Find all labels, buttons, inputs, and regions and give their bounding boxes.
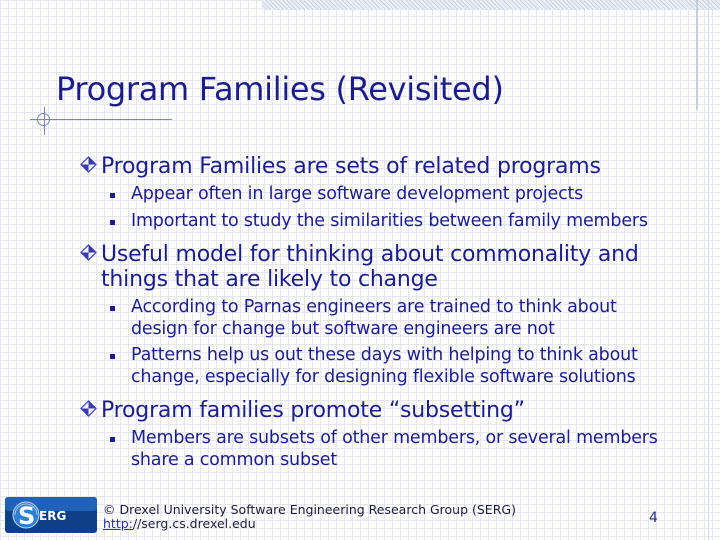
bullet-2-text-line2: things that are likely to change: [101, 267, 438, 292]
sub-bullet-text-line1: Patterns help us out these days with helping to think about: [131, 345, 638, 365]
bullet-1-sublist: [80, 184, 710, 232]
sub-bullet: [80, 211, 710, 233]
square-bullet-icon: [110, 354, 115, 359]
sub-bullet-text-line2: share a common subset: [131, 449, 338, 470]
sub-bullet-text: Appear often in large software development projects: [131, 184, 584, 204]
bullet-1: [80, 154, 710, 179]
bullet-3-text: Program families promote “subsetting”: [101, 398, 525, 423]
square-bullet-icon: [110, 437, 115, 442]
footer-url[interactable]: [103, 516, 256, 531]
svg-text:ERG: ERG: [39, 509, 67, 523]
footer-url-rest[interactable]: //serg.cs.drexel.edu: [132, 516, 256, 531]
diamond-bullet-icon: [80, 156, 97, 173]
bullet-2: [80, 242, 710, 292]
svg-text:S: S: [18, 502, 36, 530]
serg-logo: [5, 497, 97, 533]
footer-url-link[interactable]: http:: [103, 516, 133, 531]
sub-bullet-text-line2: change, especially for designing flexible software solutions: [131, 366, 636, 387]
slide-title: Program Families (Revisited): [56, 70, 504, 108]
top-decorative-band: [262, 0, 720, 10]
sub-bullet: [80, 428, 710, 471]
title-crosshair-circle: [37, 113, 50, 126]
sub-bullet-text: Important to study the similarities between family members: [131, 210, 648, 231]
square-bullet-icon: [110, 306, 115, 311]
bullet-2-sublist: [80, 297, 710, 388]
bullet-3: [80, 398, 710, 423]
bullet-3-sublist: [80, 428, 710, 471]
title-underline: [30, 119, 172, 120]
footer-copyright: © Drexel University Software Engineering Research Group (SERG): [103, 502, 516, 517]
slide-footer: [5, 495, 715, 537]
right-decorative-line: [696, 0, 698, 110]
sub-bullet-text-line1: Members are subsets of other members, or several members: [131, 428, 658, 448]
bullet-2-text-line1: Useful model for thinking about commonality and: [101, 242, 639, 267]
sub-bullet: [80, 345, 710, 388]
sub-bullet-text-line2: design for change but software engineers are not: [131, 318, 555, 339]
sub-bullet-text-line1: According to Parnas engineers are trained to think about: [131, 297, 617, 317]
square-bullet-icon: [110, 220, 115, 225]
slide-body: [80, 154, 710, 481]
bullet-1-text: Program Families are sets of related programs: [101, 154, 601, 179]
sub-bullet: [80, 297, 710, 340]
square-bullet-icon: [110, 193, 115, 198]
diamond-bullet-icon: [80, 244, 97, 261]
diamond-bullet-icon: [80, 400, 97, 417]
page-number: 4: [649, 510, 658, 526]
sub-bullet: [80, 184, 710, 206]
